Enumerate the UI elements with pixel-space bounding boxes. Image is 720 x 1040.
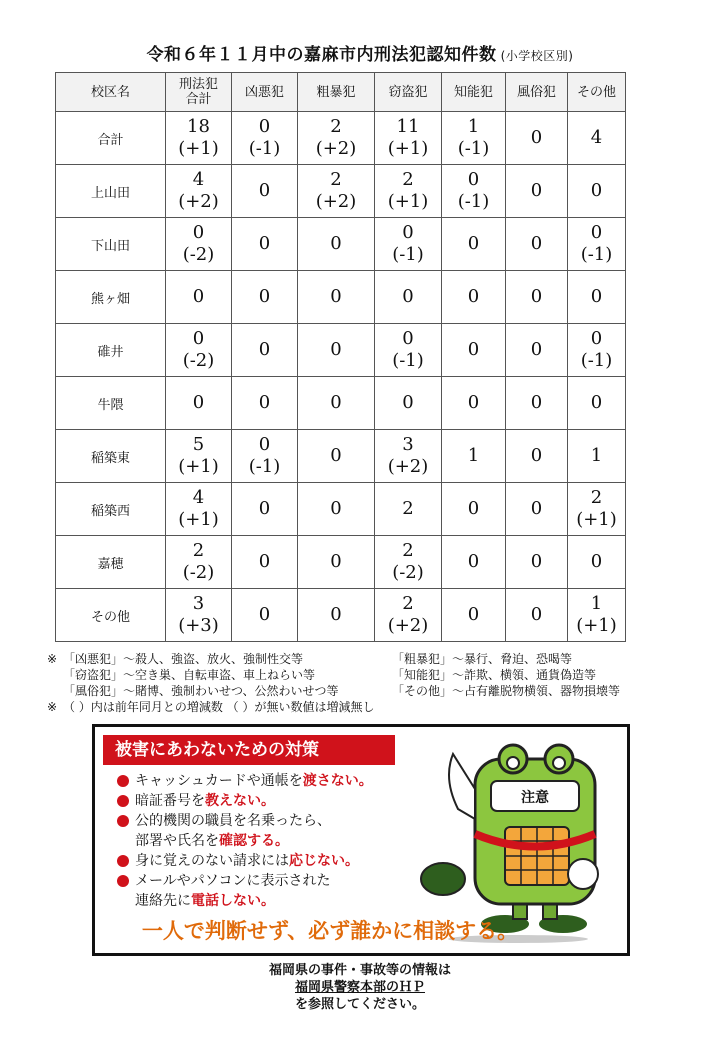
count-change: (-2) <box>182 562 215 583</box>
count-value: 0 <box>330 286 342 307</box>
column-header: 知能犯 <box>442 73 506 112</box>
count-value: 0 <box>330 551 342 572</box>
tip-text: 暗証番号を <box>135 793 205 809</box>
count-value: 2 <box>402 593 414 614</box>
count-cell <box>375 271 442 324</box>
count-value: 1 <box>467 116 480 137</box>
count-cell <box>166 324 232 377</box>
count-change: (-2) <box>182 350 215 371</box>
police-hp-link[interactable]: 福岡県警察本部のＨＰ <box>294 980 425 995</box>
prevention-poster <box>92 724 630 956</box>
count-value: 0 <box>590 392 603 413</box>
bullet-icon <box>117 855 129 867</box>
note-row <box>47 683 677 699</box>
note-row <box>47 651 677 667</box>
count-cell <box>232 536 298 589</box>
tip-emphasis: 渡さない。 <box>302 773 373 789</box>
count-value: 0 <box>258 233 271 254</box>
count-cell <box>442 165 506 218</box>
count-cell <box>506 271 568 324</box>
count-cell <box>568 430 626 483</box>
district-name: 牛隈 <box>56 377 166 430</box>
count-cell <box>568 112 626 165</box>
count-change: (+1) <box>576 615 617 636</box>
count-value: 0 <box>530 180 543 201</box>
count-cell <box>568 483 626 536</box>
count-cell <box>506 324 568 377</box>
count-value: 4 <box>192 169 205 190</box>
tip-item <box>117 811 417 831</box>
footnote-text: （ ）内は前年同月との増減数 （ ）が無い数値は増減無し <box>63 700 375 714</box>
table-header-row <box>56 73 626 112</box>
note-mark: ※ <box>47 700 58 714</box>
count-value: 0 <box>530 445 543 466</box>
count-change: (+1) <box>178 138 219 159</box>
footer-line: 福岡県の事件・事故等の情報は <box>268 963 451 978</box>
count-value: 0 <box>590 180 603 201</box>
count-value: 0 <box>330 498 342 519</box>
count-value: 0 <box>467 392 480 413</box>
note-mark: ※ <box>47 652 58 666</box>
count-cell <box>375 430 442 483</box>
table-row <box>56 112 626 165</box>
count-cell <box>232 165 298 218</box>
table-row <box>56 324 626 377</box>
count-cell <box>375 218 442 271</box>
count-cell <box>568 271 626 324</box>
table-row <box>56 483 626 536</box>
count-value: 11 <box>396 116 420 137</box>
count-value: 0 <box>192 392 205 413</box>
count-value: 0 <box>258 434 271 455</box>
count-value: 1 <box>590 593 603 614</box>
note-text: 「その他」～占有離脱物横領、器物損壊等 <box>392 684 621 698</box>
count-value: 0 <box>467 169 480 190</box>
count-cell <box>166 165 232 218</box>
count-value: 0 <box>258 116 271 137</box>
count-change: (-1) <box>457 138 490 159</box>
count-cell <box>166 430 232 483</box>
count-cell <box>375 112 442 165</box>
count-cell <box>568 165 626 218</box>
count-cell <box>232 324 298 377</box>
count-cell <box>298 377 375 430</box>
count-change: (-1) <box>392 244 424 265</box>
district-name: 合計 <box>56 112 166 165</box>
count-cell <box>506 112 568 165</box>
count-value: 0 <box>258 392 271 413</box>
count-change: (-1) <box>248 456 281 477</box>
count-value: 3 <box>192 593 205 614</box>
table-row <box>56 218 626 271</box>
count-value: 0 <box>402 392 414 413</box>
count-cell <box>375 324 442 377</box>
bullet-icon <box>117 815 129 827</box>
count-cell <box>375 536 442 589</box>
count-value: 0 <box>192 328 205 349</box>
table-row <box>56 536 626 589</box>
count-cell <box>506 218 568 271</box>
note-text: 「窃盗犯」～空き巣、自転車盗、車上ねらい等 <box>63 668 316 682</box>
column-header: 風俗犯 <box>506 73 568 112</box>
count-value: 0 <box>590 286 603 307</box>
count-value: 0 <box>467 551 480 572</box>
tip-item <box>117 871 417 891</box>
count-change: (+2) <box>387 615 429 636</box>
count-cell <box>298 430 375 483</box>
count-cell <box>442 271 506 324</box>
count-value: 0 <box>467 233 480 254</box>
count-cell <box>506 165 568 218</box>
count-cell <box>375 165 442 218</box>
table-row <box>56 377 626 430</box>
count-cell <box>506 589 568 642</box>
count-value: 0 <box>258 180 271 201</box>
count-value: 0 <box>330 233 342 254</box>
count-cell <box>568 218 626 271</box>
count-value: 0 <box>402 222 414 243</box>
tip-emphasis: 電話しない。 <box>191 893 275 909</box>
count-value: 2 <box>590 487 603 508</box>
count-value: 5 <box>192 434 205 455</box>
tips-list <box>117 771 417 911</box>
count-cell <box>375 483 442 536</box>
count-cell <box>232 430 298 483</box>
count-value: 0 <box>590 551 603 572</box>
district-name: 稲築東 <box>56 430 166 483</box>
count-cell <box>298 112 375 165</box>
tip-item <box>117 791 417 811</box>
count-value: 0 <box>530 551 543 572</box>
count-cell <box>232 271 298 324</box>
count-change: (-1) <box>580 244 613 265</box>
count-value: 0 <box>467 286 480 307</box>
count-change: (+1) <box>576 509 617 530</box>
count-cell <box>232 483 298 536</box>
count-cell <box>298 536 375 589</box>
count-change: (-2) <box>182 244 215 265</box>
tip-text: キャッシュカードや通帳を <box>135 773 303 789</box>
count-change: (+2) <box>315 138 357 159</box>
poster-title: 被害にあわないための対策 <box>103 735 395 765</box>
count-change: (-2) <box>392 562 424 583</box>
count-cell <box>506 536 568 589</box>
count-value: 0 <box>330 604 342 625</box>
count-value: 0 <box>258 498 271 519</box>
count-value: 0 <box>530 392 543 413</box>
table-body <box>56 112 626 642</box>
tip-continuation <box>135 891 417 911</box>
column-header: 窃盗犯 <box>375 73 442 112</box>
column-header: 校区名 <box>56 73 166 112</box>
count-cell <box>166 377 232 430</box>
mascot-illustration <box>413 739 613 944</box>
tip-continuation <box>135 831 417 851</box>
count-value: 0 <box>467 498 480 519</box>
count-cell <box>568 536 626 589</box>
count-cell <box>442 536 506 589</box>
count-cell <box>506 483 568 536</box>
note-text: 「粗暴犯」～暴行、脅迫、恐喝等 <box>392 652 573 666</box>
count-cell <box>232 112 298 165</box>
count-cell <box>442 430 506 483</box>
column-header: 凶悪犯 <box>232 73 298 112</box>
bullet-icon <box>117 795 129 807</box>
count-value: 0 <box>590 222 603 243</box>
count-value: 0 <box>258 551 271 572</box>
footer <box>0 962 720 1013</box>
count-value: 0 <box>530 604 543 625</box>
column-header: その他 <box>568 73 626 112</box>
tip-emphasis: 応じない。 <box>289 853 359 869</box>
tip-emphasis: 教えない。 <box>205 793 275 809</box>
count-cell <box>298 165 375 218</box>
poster-slogan: 一人で判断せず、必ず誰かに相談する。 <box>141 919 519 943</box>
count-value: 0 <box>530 127 543 148</box>
footer-line: を参照してください。 <box>294 997 425 1012</box>
count-value: 0 <box>330 392 342 413</box>
count-cell <box>232 589 298 642</box>
notes-section <box>47 651 677 715</box>
count-value: 4 <box>192 487 205 508</box>
count-cell <box>166 483 232 536</box>
district-name: 熊ヶ畑 <box>56 271 166 324</box>
count-change: (+2) <box>315 191 357 212</box>
count-cell <box>442 483 506 536</box>
count-value: 1 <box>590 445 603 466</box>
count-cell <box>506 377 568 430</box>
count-value: 0 <box>530 339 543 360</box>
count-change: (+2) <box>178 191 219 212</box>
count-cell <box>568 377 626 430</box>
district-name: 碓井 <box>56 324 166 377</box>
count-cell <box>298 483 375 536</box>
column-header: 粗暴犯 <box>298 73 375 112</box>
count-cell <box>298 218 375 271</box>
count-value: 0 <box>402 286 414 307</box>
note-row <box>47 699 677 715</box>
tip-item <box>117 851 417 871</box>
bullet-icon <box>117 775 129 787</box>
count-value: 2 <box>402 498 414 519</box>
count-change: (-1) <box>580 350 613 371</box>
count-value: 0 <box>258 604 271 625</box>
mascot-badge: 注意 <box>521 790 549 806</box>
count-change: (+1) <box>178 509 219 530</box>
count-cell <box>298 589 375 642</box>
count-cell <box>568 589 626 642</box>
table-row <box>56 430 626 483</box>
count-value: 0 <box>467 604 480 625</box>
tip-text: 身に覚えのない請求には <box>135 853 289 869</box>
count-value: 3 <box>402 434 414 455</box>
count-value: 2 <box>192 540 205 561</box>
tip-item <box>117 771 417 791</box>
count-change: (+1) <box>387 138 429 159</box>
count-value: 0 <box>330 445 342 466</box>
count-value: 0 <box>530 286 543 307</box>
count-cell <box>166 271 232 324</box>
table-row <box>56 271 626 324</box>
count-cell <box>375 589 442 642</box>
count-cell <box>442 112 506 165</box>
tip-text: 連絡先に <box>135 893 191 909</box>
count-value: 4 <box>590 127 603 148</box>
district-name: 稲築西 <box>56 483 166 536</box>
count-cell <box>506 430 568 483</box>
page-title <box>0 40 720 65</box>
count-cell <box>166 589 232 642</box>
count-value: 0 <box>258 339 271 360</box>
column-header: 刑法犯 合計 <box>166 73 232 112</box>
table-row <box>56 165 626 218</box>
count-value: 0 <box>330 339 342 360</box>
count-cell <box>442 218 506 271</box>
count-cell <box>568 324 626 377</box>
count-change: (+2) <box>387 456 429 477</box>
count-value: 0 <box>192 286 205 307</box>
count-cell <box>166 218 232 271</box>
count-cell <box>298 324 375 377</box>
count-change: (+1) <box>178 456 219 477</box>
count-change: (-1) <box>457 191 490 212</box>
district-name: その他 <box>56 589 166 642</box>
tip-text: メールやパソコンに表示された <box>135 873 331 889</box>
count-value: 0 <box>402 328 414 349</box>
tip-text: 部署や氏名を <box>135 833 219 849</box>
count-value: 18 <box>187 116 210 137</box>
count-value: 2 <box>330 116 342 137</box>
count-value: 2 <box>402 540 414 561</box>
count-value: 0 <box>530 498 543 519</box>
tip-text: 公的機関の職員を名乗ったら、 <box>135 813 331 829</box>
count-value: 0 <box>192 222 205 243</box>
note-text: 「風俗犯」～賭博、強制わいせつ、公然わいせつ等 <box>63 684 339 698</box>
count-value: 0 <box>530 233 543 254</box>
count-change: (-1) <box>248 138 281 159</box>
title-text: 令和６年１１月中の嘉麻市内刑法犯認知件数 <box>146 45 497 65</box>
count-value: 0 <box>258 286 271 307</box>
tip-emphasis: 確認する。 <box>219 833 289 849</box>
count-cell <box>166 112 232 165</box>
count-cell <box>442 324 506 377</box>
note-text: 「知能犯」～詐欺、横領、通貨偽造等 <box>392 668 597 682</box>
note-row <box>47 667 677 683</box>
district-name: 上山田 <box>56 165 166 218</box>
count-change: (+1) <box>387 191 429 212</box>
title-subtitle: (小学校区別) <box>500 49 574 63</box>
count-value: 1 <box>467 445 480 466</box>
count-cell <box>375 377 442 430</box>
bullet-icon <box>117 875 129 887</box>
note-text: 「凶悪犯」～殺人、強盗、放火、強制性交等 <box>63 652 304 666</box>
count-value: 2 <box>330 169 342 190</box>
crime-stats-table <box>55 72 626 642</box>
count-cell <box>232 377 298 430</box>
count-cell <box>298 271 375 324</box>
count-change: (+3) <box>178 615 219 636</box>
count-cell <box>442 589 506 642</box>
count-value: 0 <box>467 339 480 360</box>
count-cell <box>166 536 232 589</box>
count-change: (-1) <box>392 350 424 371</box>
count-cell <box>442 377 506 430</box>
district-name: 下山田 <box>56 218 166 271</box>
table-row <box>56 589 626 642</box>
count-value: 2 <box>402 169 414 190</box>
count-value: 0 <box>590 328 603 349</box>
district-name: 嘉穂 <box>56 536 166 589</box>
count-cell <box>232 218 298 271</box>
